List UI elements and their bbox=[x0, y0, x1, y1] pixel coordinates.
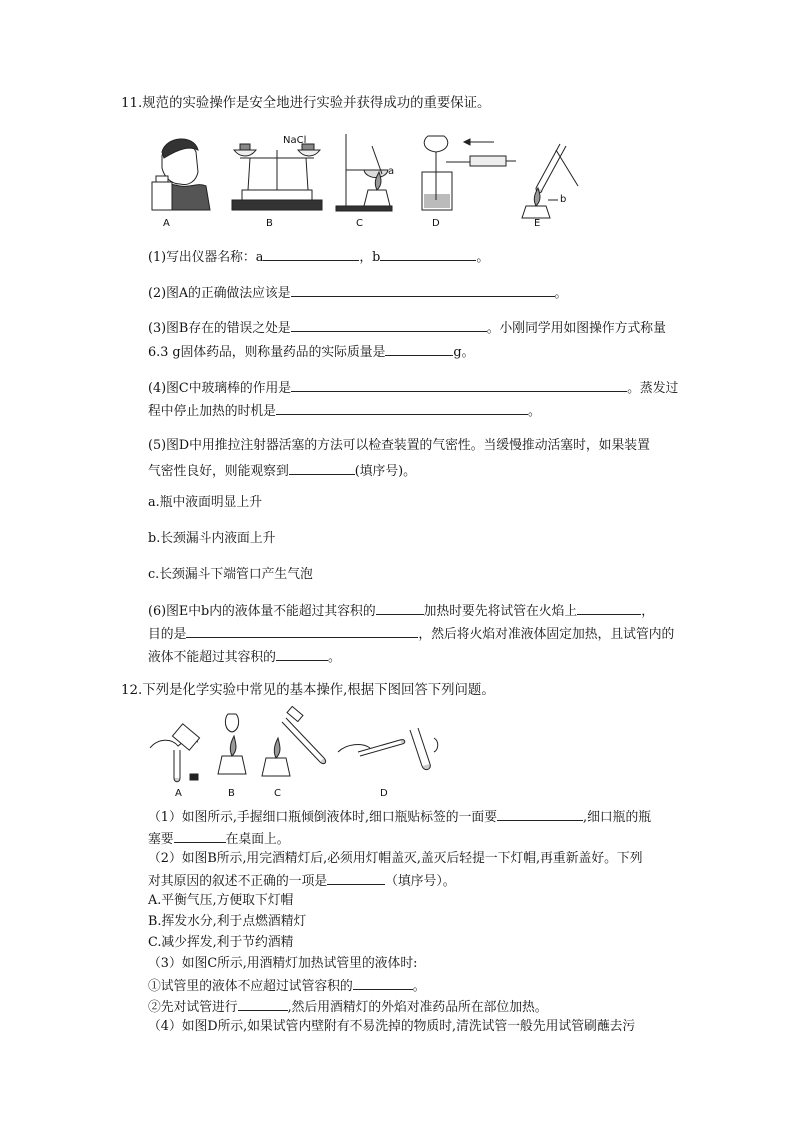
figure-b-balance bbox=[232, 144, 322, 210]
fig12-label-d: D bbox=[380, 788, 388, 799]
q11-p6-text: (6)图E中b内的液体量不能超过其容积的 bbox=[148, 604, 376, 619]
q12-part3-i bbox=[148, 976, 426, 996]
answer-blank-b[interactable] bbox=[380, 247, 476, 261]
fig12-label-b: B bbox=[228, 788, 235, 799]
q11-option-b: b.长颈漏斗内液面上升 bbox=[148, 531, 276, 546]
q11-p4-post: 。蒸发过 bbox=[627, 381, 679, 396]
q11-part4-line1 bbox=[148, 378, 678, 398]
q11-p2-text: (2)图A的正确做法应该是 bbox=[148, 286, 291, 301]
label-a: a bbox=[388, 166, 395, 177]
q11-option-a: a.瓶中液面明显上升 bbox=[148, 495, 263, 510]
q11-p5-line2-end: (填序号)。 bbox=[354, 464, 416, 479]
q11-part3-line1 bbox=[148, 318, 666, 338]
q11-p4-line2-text: 程中停止加热的时机是 bbox=[148, 404, 276, 419]
q11-p2-end: 。 bbox=[554, 286, 568, 301]
q12-p1-text: （1）如图所示,手握细口瓶倾倒液体时,细口瓶贴标签的一面要 bbox=[148, 810, 497, 825]
q11-option-c: c.长颈漏斗下端管口产生气泡 bbox=[148, 567, 313, 582]
q11-p3-text: (3)图B存在的错误之处是 bbox=[148, 321, 291, 336]
q11-p4-text: (4)图C中玻璃棒的作用是 bbox=[148, 381, 292, 396]
answer-blank-q12-3a[interactable] bbox=[353, 976, 413, 990]
q11-p1-mid: ，b bbox=[359, 250, 381, 265]
q11-p4-line2-end: 。 bbox=[527, 404, 541, 419]
q12-p3-ii-text: ②先对试管进行 bbox=[148, 1000, 238, 1015]
figure-d-airtightness bbox=[422, 136, 516, 210]
figure-e-drawing bbox=[516, 140, 588, 220]
answer-blank-q11-6c[interactable] bbox=[186, 624, 418, 638]
q11-part5-line1: (5)图D中用推拉注射器活塞的方法可以检查装置的气密性。当缓慢推动活塞时，如果装置 bbox=[148, 438, 650, 453]
q11-p1-text: (1)写出仪器名称：a bbox=[148, 250, 264, 265]
q12-part4-line1: （4）如图D所示,如果试管内壁附有不易洗掉的物质时,清洗试管一般先用试管刷蘸去污 bbox=[148, 1019, 636, 1034]
answer-blank-q12-1a[interactable] bbox=[497, 807, 583, 821]
q11-figure bbox=[150, 128, 520, 232]
q12-option-a: A.平衡气压,方便取下灯帽 bbox=[148, 893, 294, 908]
answer-blank-q12-2[interactable] bbox=[327, 871, 385, 885]
q11-part5-line2 bbox=[148, 461, 416, 481]
q11-part4-line2 bbox=[148, 401, 541, 421]
answer-blank-q11-3a[interactable] bbox=[291, 318, 487, 332]
figure-a-person-smelling bbox=[152, 139, 210, 210]
fig11-label-b: B bbox=[266, 218, 273, 229]
q11-p3-line2-text: 6.3 g固体药品，则称量药品的实际质量是 bbox=[148, 345, 386, 360]
q12-p1-line2-post: 在桌面上。 bbox=[225, 832, 290, 847]
fig11-label-c: C bbox=[356, 218, 363, 229]
q11-part6-line2 bbox=[148, 624, 674, 644]
q11-p3-post: 。小刚同学用如图操作方式称量 bbox=[486, 321, 666, 336]
answer-blank-q11-4b[interactable] bbox=[276, 401, 528, 415]
q12-p1-line2-text: 塞要 bbox=[148, 832, 174, 847]
q12-p3-ii-post: ,然后用酒精灯的外焰对准药品所在部位加热。 bbox=[287, 1000, 548, 1015]
q11-p1-end: 。 bbox=[476, 250, 490, 265]
q11-title: 11.规范的实验操作是安全地进行实验并获得成功的重要保证。 bbox=[121, 96, 491, 111]
fig11-label-d: D bbox=[432, 218, 440, 229]
q12-part2-line1: （2）如图B所示,用完酒精灯后,必须用灯帽盖灭,盖灭后轻提一下灯帽,再重新盖好。下列 bbox=[148, 851, 643, 866]
q12-part1-line2 bbox=[148, 829, 290, 849]
q12-figure-drawing bbox=[148, 708, 448, 788]
q12-part3-ii bbox=[148, 997, 548, 1017]
q12-title: 12.下列是化学实验中常见的基本操作,根据下图回答下列问题。 bbox=[121, 683, 495, 698]
q11-part2 bbox=[148, 283, 567, 303]
q12-option-c: C.减少挥发,利于节约酒精 bbox=[148, 935, 294, 950]
fig11-label-a: A bbox=[163, 218, 170, 229]
answer-blank-q11-2[interactable] bbox=[291, 283, 555, 297]
answer-blank-q11-5[interactable] bbox=[289, 461, 355, 475]
q12-part1-line1 bbox=[148, 807, 651, 827]
q11-p5-line2-text: 气密性良好，则能观察到 bbox=[148, 464, 289, 479]
label-b: b bbox=[560, 194, 567, 205]
q11-figure-drawing bbox=[150, 128, 520, 232]
nacl-label: NaCl bbox=[283, 135, 307, 146]
q12-figure bbox=[148, 708, 448, 788]
q11-p6-line2-post: ，然后将火焰对准液体固定加热，且试管内的 bbox=[418, 627, 675, 642]
answer-blank-q11-6a[interactable] bbox=[376, 601, 424, 615]
q12-part2-line2 bbox=[148, 871, 456, 891]
answer-blank-a[interactable] bbox=[263, 247, 359, 261]
q12-p2-line2-text: 对其原因的叙述不正确的一项是 bbox=[148, 874, 328, 889]
q11-part6-line1 bbox=[148, 601, 654, 621]
q11-p6-line2-text: 目的是 bbox=[148, 627, 187, 642]
fig11-label-e: E bbox=[534, 218, 541, 229]
figure-c-evaporation bbox=[336, 134, 395, 211]
answer-blank-q12-1b[interactable] bbox=[174, 829, 226, 843]
figure-e-heating bbox=[516, 140, 588, 220]
q12-p2-line2-post: （填序号）。 bbox=[385, 874, 456, 889]
q11-p6-line3-end: 。 bbox=[327, 650, 341, 665]
q11-p6-mid: 加热时要先将试管在火焰上 bbox=[423, 604, 578, 619]
answer-blank-q12-3b[interactable] bbox=[238, 997, 288, 1011]
q12-p1-post: ,细口瓶的瓶 bbox=[583, 810, 652, 825]
answer-blank-q11-3b[interactable] bbox=[385, 342, 453, 356]
fig12-label-a: A bbox=[175, 788, 182, 799]
answer-blank-q11-6d[interactable] bbox=[276, 647, 328, 661]
q12-part3-head: （3）如图C所示,用酒精灯加热试管里的液体时: bbox=[148, 956, 418, 971]
q12-p3-i-text: ①试管里的液体不应超过试管容积的 bbox=[148, 979, 353, 994]
q12-option-b: B.挥发水分,利于点燃酒精灯 bbox=[148, 914, 307, 929]
q11-p6-end: ， bbox=[641, 604, 654, 619]
fig12-label-c: C bbox=[274, 788, 281, 799]
q11-p6-line3-text: 液体不能超过其容积的 bbox=[148, 650, 276, 665]
answer-blank-q11-6b[interactable] bbox=[577, 601, 641, 615]
q12-p3-i-end: 。 bbox=[412, 979, 426, 994]
answer-blank-q11-4a[interactable] bbox=[291, 378, 627, 392]
q11-part1 bbox=[148, 247, 489, 267]
q11-p3-line2-end: g。 bbox=[453, 345, 475, 360]
q11-part3-line2 bbox=[148, 342, 474, 362]
q11-part6-line3 bbox=[148, 647, 341, 667]
